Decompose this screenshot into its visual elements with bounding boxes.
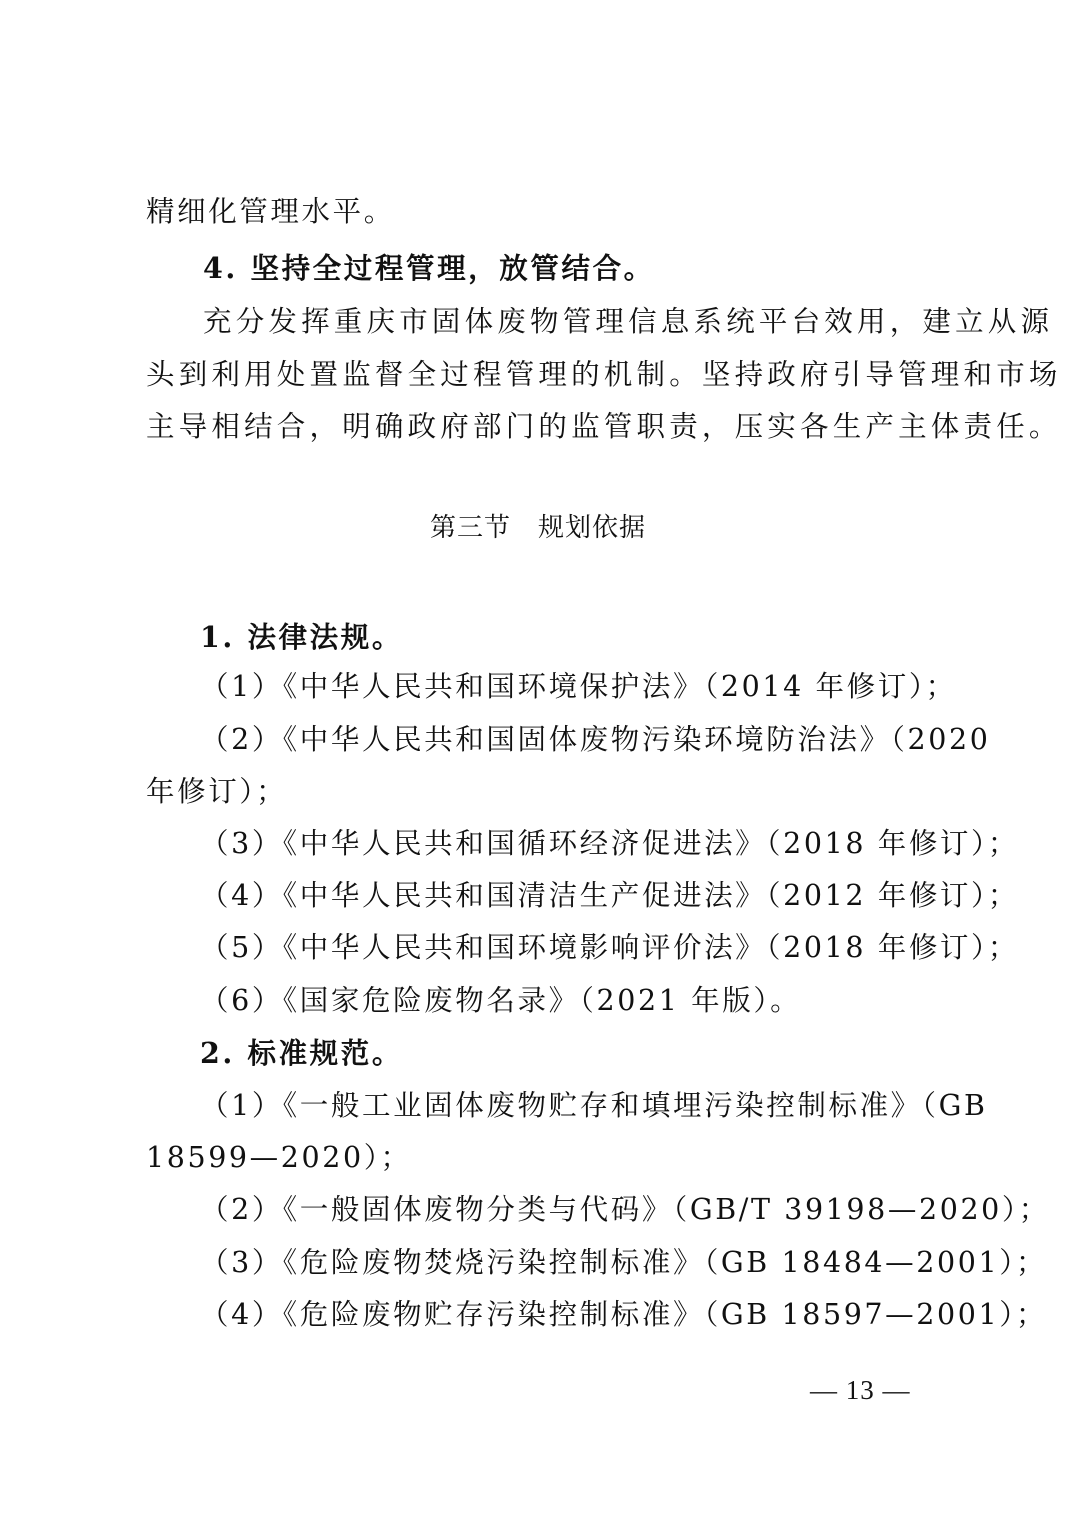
- list-item: （1）《一般工业固体废物贮存和填埋污染控制标准》（GB: [200, 1089, 988, 1122]
- list-item-continuation: 年修订）；: [146, 775, 288, 808]
- list-item: （4）《中华人民共和国清洁生产促进法》（2012 年修订）；: [200, 879, 1019, 912]
- heading-standards: 2. 标准规范。: [200, 1036, 403, 1070]
- section-title: 第三节 规划依据: [430, 513, 647, 543]
- list-item: （1）《中华人民共和国环境保护法》（2014 年修订）；: [200, 670, 957, 703]
- list-item: （5）《中华人民共和国环境影响评价法》（2018 年修订）；: [200, 931, 1019, 964]
- paragraph-continuation: 精细化管理水平。: [146, 195, 395, 228]
- paragraph-line: 主导相结合，明确政府部门的监管职责，压实各生产主体责任。: [146, 410, 1062, 443]
- list-item-continuation: 18599—2020）；: [146, 1141, 412, 1174]
- heading-laws: 1. 法律法规。: [200, 620, 403, 654]
- paragraph-line: 充分发挥重庆市固体废物管理信息系统平台效用，建立从源: [203, 305, 1054, 338]
- list-item: （6）《国家危险废物名录》（2021 年版）。: [200, 984, 802, 1017]
- heading-principle-4: 4. 坚持全过程管理，放管结合。: [203, 251, 655, 285]
- list-item: （2）《中华人民共和国固体废物污染环境防治法》（2020: [200, 723, 991, 756]
- list-item: （4）《危险废物贮存污染控制标准》（GB 18597—2001）；: [200, 1298, 1048, 1331]
- list-item: （3）《危险废物焚烧污染控制标准》（GB 18484—2001）；: [200, 1246, 1048, 1279]
- page-number: — 13 —: [810, 1375, 911, 1405]
- list-item: （3）《中华人民共和国循环经济促进法》（2018 年修订）；: [200, 827, 1019, 860]
- paragraph-line: 头到利用处置监督全过程管理的机制。坚持政府引导管理和市场: [146, 358, 1062, 391]
- list-item: （2）《一般固体废物分类与代码》（GB/T 39198—2020）；: [200, 1193, 1050, 1226]
